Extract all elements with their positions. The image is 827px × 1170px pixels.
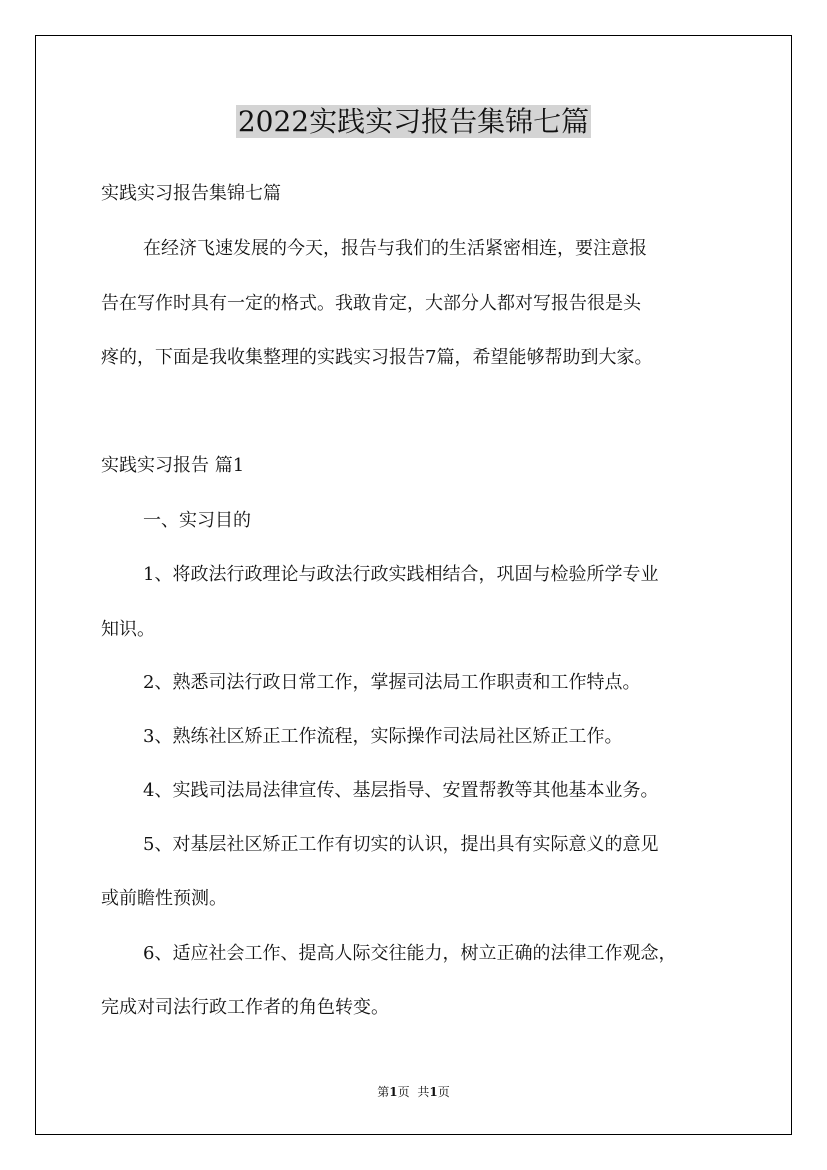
item-6-line-1: 6、适应社会工作、提高人际交往能力，树立正确的法律工作观念， — [143, 943, 677, 964]
item-3: 3、熟练社区矫正工作流程，实际操作司法局社区矫正工作。 — [143, 726, 623, 747]
item-5-line-2: 或前瞻性预测。 — [101, 888, 227, 909]
footer-total-prefix: 共 — [417, 1085, 430, 1099]
page-footer — [0, 1084, 827, 1100]
document-title-text: 2022实践实习报告集锦七篇 — [237, 105, 590, 138]
section-heading: 实践实习报告 篇1 — [101, 455, 245, 476]
item-2: 2、熟悉司法行政日常工作，掌握司法局工作职责和工作特点。 — [143, 672, 641, 693]
item-1-line-1: 1、将政法行政理论与政法行政实践相结合，巩固与检验所学专业 — [143, 564, 659, 585]
item-1-line-2: 知识。 — [101, 619, 155, 640]
footer-prefix: 第 — [377, 1085, 390, 1099]
footer-total-unit: 页 — [437, 1085, 450, 1099]
document-subtitle: 实践实习报告集锦七篇 — [101, 183, 281, 204]
document-title — [0, 102, 827, 142]
intro-line-2: 告在写作时具有一定的格式。我敢肯定，大部分人都对写报告很是头 — [101, 293, 641, 314]
intro-line-1: 在经济飞速发展的今天，报告与我们的生活紧密相连，要注意报 — [143, 238, 647, 259]
footer-page-unit: 页 — [397, 1085, 410, 1099]
item-4: 4、实践司法局法律宣传、基层指导、安置帮教等其他基本业务。 — [143, 780, 659, 801]
item-5-line-1: 5、对基层社区矫正工作有切实的认识，提出具有实际意义的意见 — [143, 834, 659, 855]
footer-page-number: 1 — [389, 1085, 398, 1099]
footer-total-pages: 1 — [429, 1085, 438, 1099]
subsection-heading: 一、实习目的 — [143, 510, 251, 531]
item-6-line-2: 完成对司法行政工作者的角色转变。 — [101, 997, 389, 1018]
intro-line-3: 疼的，下面是我收集整理的实践实习报告7篇，希望能够帮助到大家。 — [101, 347, 653, 368]
